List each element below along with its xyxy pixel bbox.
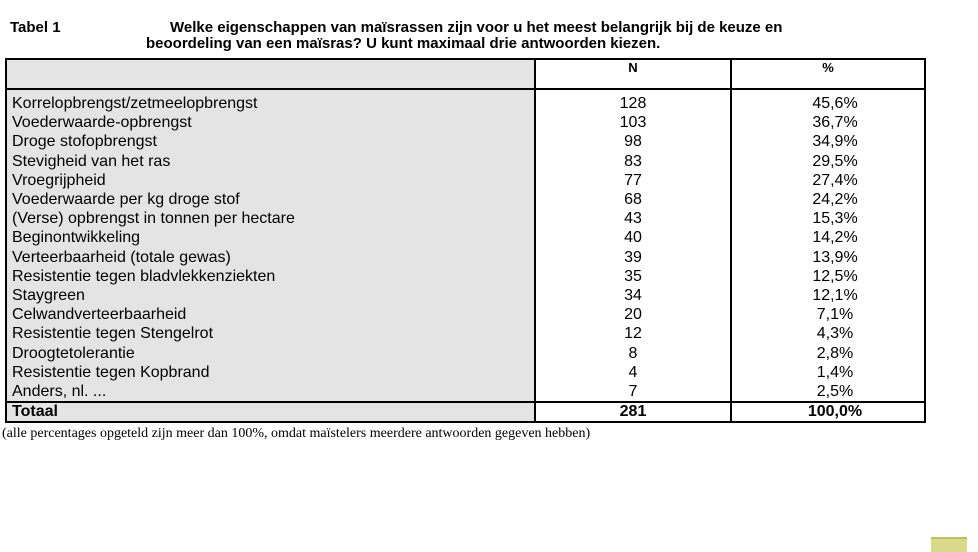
total-label: Totaal — [6, 402, 535, 422]
header-percent: % — [731, 59, 925, 89]
table-row — [6, 152, 925, 171]
row-percent: 24,2% — [812, 191, 858, 209]
table-header-row — [6, 59, 925, 89]
table-row — [6, 113, 925, 132]
table-row — [6, 344, 925, 363]
row-label: Verteerbaarheid (totale gewas) — [6, 248, 535, 267]
row-n: 39 — [535, 248, 731, 267]
header-label — [6, 59, 535, 89]
row-percent: 13,9% — [812, 248, 858, 266]
table-caption-question — [146, 20, 976, 52]
table-body — [6, 89, 925, 402]
table-row — [6, 324, 925, 343]
row-n: 4 — [535, 363, 731, 382]
table-row — [6, 305, 925, 324]
row-percent: 14,2% — [812, 229, 858, 247]
row-label: Droogtetolerantie — [6, 344, 535, 363]
row-percent: 15,3% — [812, 210, 858, 228]
row-label: Resistentie tegen Stengelrot — [6, 324, 535, 343]
row-label: Voederwaarde-opbrengst — [6, 113, 535, 132]
total-percent: 100,0% — [731, 402, 925, 422]
row-label: Korrelopbrengst/zetmeelopbrengst — [6, 89, 535, 113]
row-n: 43 — [535, 209, 731, 228]
question-line-1: Welke eigenschappen van maïsrassen zijn voor u het meest belangrijk bij de keuze en — [170, 19, 783, 36]
row-n: 40 — [535, 228, 731, 247]
table-row — [6, 382, 925, 402]
row-label: Resistentie tegen Kopbrand — [6, 363, 535, 382]
row-n: 98 — [535, 132, 731, 151]
row-percent: 27,4% — [812, 171, 858, 189]
row-n: 12 — [535, 324, 731, 343]
row-label: Stevigheid van het ras — [6, 152, 535, 171]
table-row — [6, 363, 925, 382]
row-n: 35 — [535, 267, 731, 286]
row-percent: 29,5% — [812, 152, 858, 170]
table-row — [6, 267, 925, 286]
table-row — [6, 132, 925, 151]
row-label: Staygreen — [6, 286, 535, 305]
row-percent: 34,9% — [812, 133, 858, 151]
question-line-2: beoordeling van een maïsras? U kunt maximaal drie antwoorden kiezen. — [146, 35, 661, 52]
row-n: 7 — [535, 382, 731, 402]
row-percent: 12,5% — [812, 267, 858, 285]
row-label: Anders, nl. ... — [6, 382, 535, 402]
row-percent: 36,7% — [812, 114, 858, 132]
table-row — [6, 286, 925, 305]
row-percent: 4,3% — [816, 325, 854, 343]
row-label: Droge stofopbrengst — [6, 132, 535, 151]
row-n: 68 — [535, 190, 731, 209]
row-n: 77 — [535, 171, 731, 190]
footnote: (alle percentages opgeteld zijn meer dan 100%, omdat maïstelers meerdere antwoorden gegeven hebben) — [2, 426, 591, 441]
row-label: Resistentie tegen bladvlekkenziekten — [6, 267, 535, 286]
row-n: 34 — [535, 286, 731, 305]
table-row — [6, 171, 925, 190]
total-row — [6, 402, 925, 422]
row-n: 8 — [535, 344, 731, 363]
table-row — [6, 248, 925, 267]
row-percent: 45,6% — [812, 95, 858, 112]
table-row — [6, 89, 925, 113]
row-percent: 12,1% — [812, 287, 858, 305]
row-label: Voederwaarde per kg droge stof — [6, 190, 535, 209]
row-label: (Verse) opbrengst in tonnen per hectare — [6, 209, 535, 228]
row-label: Vroegrijpheid — [6, 171, 535, 190]
row-n: 128 — [535, 89, 731, 113]
table-row — [6, 190, 925, 209]
row-label: Celwandverteerbaarheid — [6, 305, 535, 324]
total-n: 281 — [535, 402, 731, 422]
row-percent: 1,4% — [816, 363, 854, 381]
row-n: 103 — [535, 113, 731, 132]
results-table-wrapper — [5, 58, 926, 423]
row-n: 20 — [535, 305, 731, 324]
table-caption-label: Tabel 1 — [10, 19, 61, 36]
results-table — [5, 58, 926, 423]
row-n: 83 — [535, 152, 731, 171]
header-n: N — [535, 59, 731, 89]
table-row — [6, 228, 925, 247]
row-percent: 2,5% — [816, 383, 854, 401]
row-percent: 2,8% — [816, 344, 854, 362]
row-label: Beginontwikkeling — [6, 228, 535, 247]
row-percent: 7,1% — [816, 306, 854, 324]
table-row — [6, 209, 925, 228]
